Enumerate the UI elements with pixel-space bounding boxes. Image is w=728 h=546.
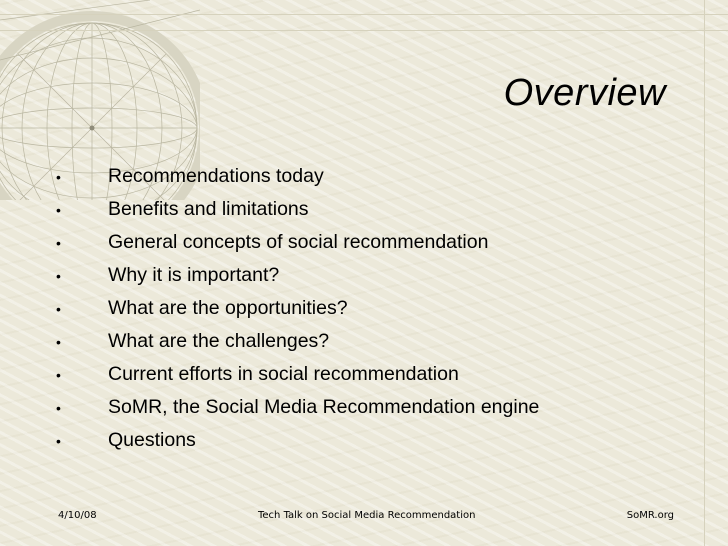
bullet-text: General concepts of social recommendation [108,231,489,253]
bullet-item [56,259,539,292]
footer-talk-title: Tech Talk on Social Media Recommendation [258,510,476,521]
bullet-item [56,193,539,226]
bullet-glyph: • [56,366,61,383]
bullet-text: What are the challenges? [108,330,330,352]
bullet-item [56,226,539,259]
bullet-glyph: • [56,168,61,185]
footer-site: SoMR.org [626,510,674,521]
bullet-glyph: • [56,432,61,449]
footer-date: 4/10/08 [58,510,97,521]
bullet-glyph: • [56,201,61,218]
bullet-item [56,325,539,358]
bullet-text: Recommendations today [108,165,324,187]
frame-line-right [704,0,705,546]
slide-title: Overview [503,72,666,114]
bullet-glyph: • [56,300,61,317]
bullet-item [56,358,539,391]
bullet-text: Why it is important? [108,264,280,286]
bullet-glyph: • [56,234,61,251]
frame-line-top-inner [0,30,728,31]
bullet-text: Current efforts in social recommendation [108,363,459,385]
bullet-item [56,391,539,424]
bullet-text: Questions [108,429,196,451]
frame-line-top [0,14,728,15]
bullet-text: What are the opportunities? [108,297,348,319]
bullet-item [56,292,539,325]
bullet-glyph: • [56,333,61,350]
bullet-text: Benefits and limitations [108,198,309,220]
bullet-text: SoMR, the Social Media Recommendation engine [108,396,540,418]
bullet-item [56,160,539,193]
bullet-item [56,424,539,457]
bullet-glyph: • [56,267,61,284]
bullet-glyph: • [56,399,61,416]
bullet-list [56,160,539,457]
